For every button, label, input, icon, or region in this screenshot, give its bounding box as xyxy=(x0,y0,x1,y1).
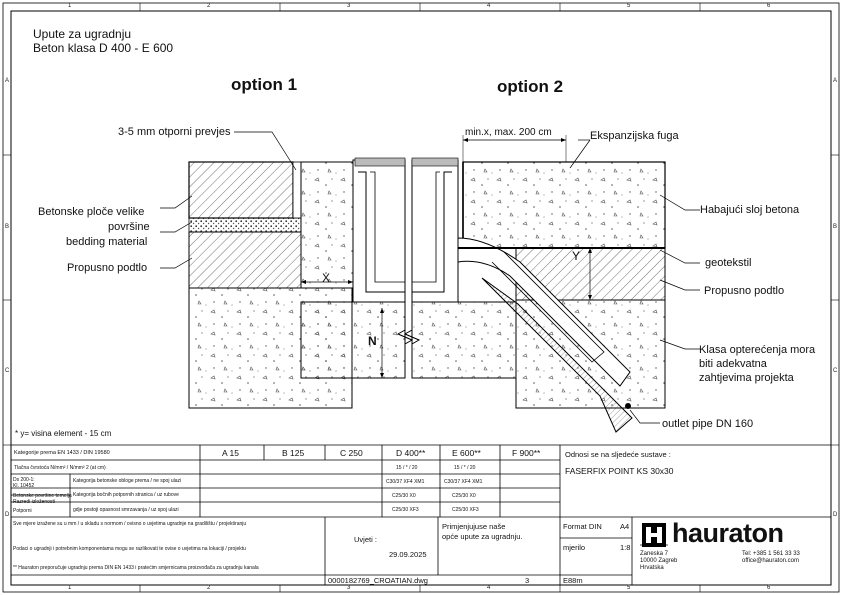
format-label: Format DIN xyxy=(563,522,602,531)
row-ref: B xyxy=(833,224,838,230)
company-country: Hrvatska xyxy=(640,565,664,571)
table-row-label: Potporni xyxy=(13,508,32,514)
notice-line-1: Primjenjujuse naše xyxy=(442,522,506,531)
company-email: office@hauraton.com xyxy=(742,558,800,564)
load-class-d400: D 400** xyxy=(396,448,426,458)
table-note: ** Hauraton preporučuje ugradnju prema DIN EN 1433 i pratećim smjernicama proizvođača za ugradnju kanala xyxy=(13,565,259,571)
column-ref: 2 xyxy=(207,3,211,9)
table-row-label: Betonske površine temelja xyxy=(13,493,72,499)
row-ref: A xyxy=(5,78,10,84)
header-subtitle: Beton klasa D 400 - E 600 xyxy=(33,41,174,55)
callout-subbase-right: Propusno podtlo xyxy=(704,285,785,297)
notice-line-2: opće upute za ugradnju. xyxy=(442,532,523,541)
dimension-x: X xyxy=(322,271,331,285)
table-cell-d: C25/30 XF3 xyxy=(392,507,419,513)
row-ref: A xyxy=(833,78,838,84)
callout-subbase-left: Propusno podtlo xyxy=(67,262,148,274)
table-cell-e: C30/37 XF4 XM1 xyxy=(444,479,483,485)
callout-wear-layer: Habajući sloj betona xyxy=(700,204,800,216)
scale-value: 1:8 xyxy=(620,543,631,552)
callout-load-class-2: biti adekvatna xyxy=(699,358,767,370)
product-name: FASERFIX POINT KS 30x30 xyxy=(565,466,674,476)
table-cell-e: C25/30 X0 xyxy=(452,493,476,499)
conditions-label: Uvjeti : xyxy=(354,535,377,544)
column-ref: 6 xyxy=(767,585,771,591)
row-ref: B xyxy=(5,224,10,230)
callout-load-class-3: zahtjevima projekta xyxy=(699,372,794,384)
drawing-index: 3 xyxy=(525,576,530,585)
table-row-label: Kl. 10452 xyxy=(13,483,35,489)
callout-load-class: Klasa opterećenja mora xyxy=(699,344,816,356)
load-class-e600: E 600** xyxy=(452,448,481,458)
dimension-y: Y xyxy=(572,249,581,263)
table-row-label: Razredi izloženosti xyxy=(13,499,55,505)
company-logo: hauraton xyxy=(672,518,784,548)
callout-bedding: bedding material xyxy=(66,236,148,248)
row-ref: D xyxy=(5,512,10,518)
strength-row-label: Tlačna čvrstoća N/mm² / N/mm² 2 (at cm) xyxy=(14,465,106,471)
load-class-b125: B 125 xyxy=(282,448,305,458)
column-ref: 2 xyxy=(207,585,211,591)
callout-joint: Ekspanzijska fuga xyxy=(590,130,679,142)
callout-geotextile: geotekstil xyxy=(705,257,752,269)
row-ref: C xyxy=(5,368,10,374)
table-note: Sve mjere izražene su u mm / u skladu s normom / ovisno o uvjetima ugradnje na gradilištu / projektiranju xyxy=(13,521,247,527)
column-ref: 4 xyxy=(487,585,491,591)
table-row-desc: Kategorija betonske obloge prema / ne spoj ulazi xyxy=(73,478,182,484)
company-city: 10000 Zagreb xyxy=(640,558,678,564)
footnote: * y= visina element - 15 cm xyxy=(15,429,112,438)
format-value: A4 xyxy=(620,522,630,531)
table-row-desc: gdje postoji opasnost smrzavanja / uz spoj ulazi xyxy=(73,507,179,513)
table-cell-d: C25/30 X0 xyxy=(392,493,416,499)
load-class-a15: A 15 xyxy=(222,448,240,458)
system-label: Odnosi se na sljedeće sustave : xyxy=(565,450,671,459)
column-ref: 4 xyxy=(487,3,491,9)
dimension-n: N xyxy=(368,334,377,348)
company-street: Zaneska 7 xyxy=(640,551,669,557)
table-cell-d: C30/37 XF4 XM1 xyxy=(386,479,425,485)
row-ref: D xyxy=(833,512,838,518)
option-2-title: option 2 xyxy=(497,77,564,96)
strength-d: 15 / * / 20 xyxy=(396,465,418,471)
table-cell-e: C25/30 XF3 xyxy=(452,507,479,513)
table-row-desc: Kategorija bočnih potpornih stranica / uz rubove xyxy=(73,492,179,498)
callout-ramp: 3-5 mm otporni prevjes xyxy=(118,126,231,138)
company-phone: Tel: +385 1 561 33 33 xyxy=(742,551,800,557)
load-class-f900: F 900** xyxy=(512,448,541,458)
column-ref: 1 xyxy=(68,3,72,9)
column-ref: 3 xyxy=(347,585,351,591)
drawing-sheet: E88m xyxy=(563,576,583,585)
column-ref: 1 xyxy=(68,585,72,591)
drawing-number: 0000182769_CROATIAN.dwg xyxy=(328,576,428,585)
scale-label: mjerilo xyxy=(563,543,586,552)
load-class-c250: C 250 xyxy=(340,448,363,458)
callout-plates: Betonske ploče velike xyxy=(38,206,145,218)
header-title: Upute za ugradnju xyxy=(33,27,132,41)
strength-e: 15 / * / 20 xyxy=(454,465,476,471)
column-ref: 5 xyxy=(627,3,631,9)
table-note: Podaci o ugradnji i potrebnim komponentama mogu se razlikovati te ovise o uvjetima na lokaciji / projektu xyxy=(13,546,246,552)
column-ref: 6 xyxy=(767,3,771,9)
conditions-date: 29.09.2025 xyxy=(389,550,427,559)
hauraton-logo-mark xyxy=(642,523,666,547)
column-ref: 3 xyxy=(347,3,351,9)
load-table-row-label: Kategorije prema EN 1433 / DIN 19580 xyxy=(14,450,110,456)
option-1-title: option 1 xyxy=(231,75,298,94)
callout-outlet: outlet pipe DN 160 xyxy=(662,418,754,430)
table-row-label: Ds 200-1: xyxy=(13,477,35,483)
row-ref: C xyxy=(833,368,838,374)
callout-plates-2: površine xyxy=(108,221,150,233)
callout-gap: min.x, max. 200 cm xyxy=(465,127,552,138)
column-ref: 5 xyxy=(627,585,631,591)
